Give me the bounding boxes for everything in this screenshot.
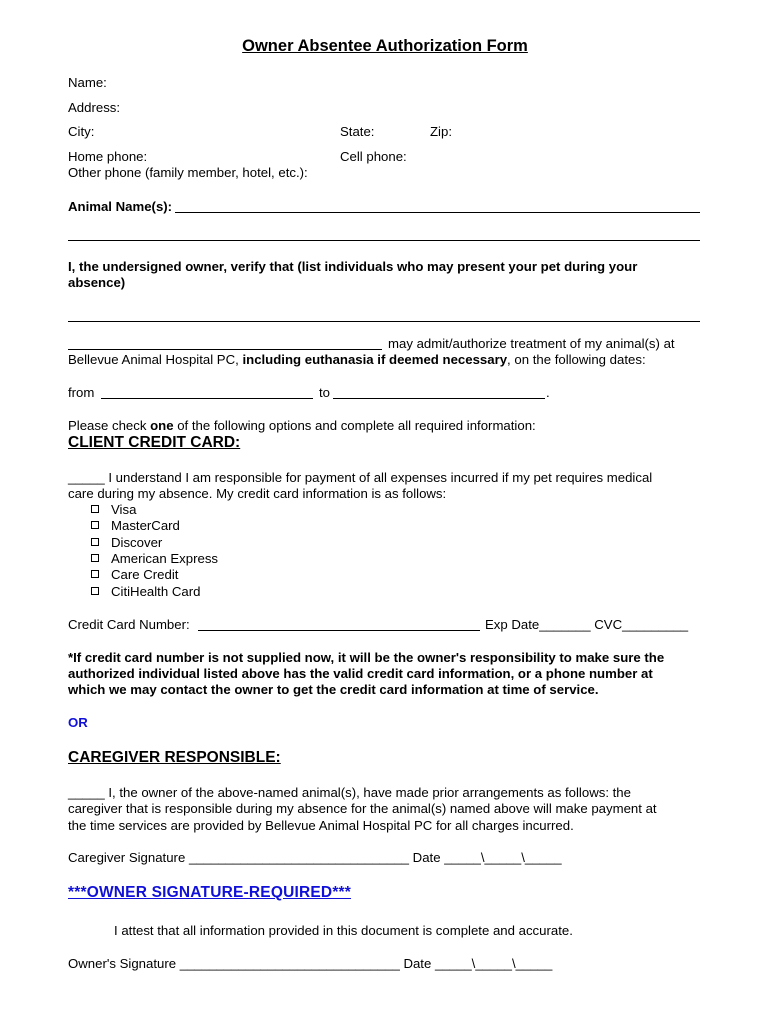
check-one: one	[150, 418, 174, 433]
caregiver-signature-label: Caregiver Signature	[68, 850, 186, 865]
city-label: City:	[68, 124, 95, 139]
address-label: Address:	[68, 100, 121, 115]
card-label: MasterCard	[111, 518, 180, 533]
hospital-name: Bellevue Animal Hospital PC,	[68, 352, 239, 367]
card-number-label: Credit Card Number:	[68, 617, 190, 632]
card-number-line[interactable]	[198, 630, 480, 631]
animal-names-label: Animal Name(s):	[68, 199, 173, 214]
cvc-blank[interactable]: _________	[622, 617, 689, 632]
caregiver-line-3: the time services are provided by Bellevue Animal Hospital PC for all charges incurred.	[68, 818, 574, 833]
hospital-line	[68, 352, 646, 368]
card-label: Discover	[111, 535, 163, 550]
card-label: Care Credit	[111, 567, 179, 582]
card-option-citihealth[interactable]	[91, 584, 200, 600]
verify-line-1: I, the undersigned owner, verify that (list individuals who may present your pet during your	[68, 259, 638, 274]
checkbox-icon[interactable]	[91, 521, 99, 529]
check-instruction	[68, 418, 536, 434]
credit-note-3: which we may contact the owner to get the credit card information at time of service.	[68, 682, 599, 697]
credit-line-2: care during my absence. My credit card information is as follows:	[68, 486, 447, 501]
card-option-american-express[interactable]	[91, 551, 218, 567]
period: .	[546, 385, 550, 400]
check-prefix: Please check	[68, 418, 151, 433]
owner-signature-blank[interactable]: ______________________________	[179, 956, 400, 971]
owner-date-blank[interactable]: _____\_____\_____	[434, 956, 553, 971]
caregiver-signature-row	[68, 850, 562, 866]
credit-note-1: *If credit card number is not supplied now, it will be the owner's responsibility to make sure the	[68, 650, 665, 665]
card-option-mastercard[interactable]	[91, 518, 180, 534]
individuals-line-1[interactable]	[68, 321, 700, 322]
caregiver-initial-blank[interactable]: _____	[68, 785, 105, 800]
credit-line-1	[68, 470, 652, 486]
from-date-line[interactable]	[101, 398, 313, 399]
individuals-line-2[interactable]	[68, 349, 382, 350]
form-title: Owner Absentee Authorization Form	[242, 37, 528, 55]
owner-signature-row	[68, 956, 552, 972]
credit-note-2: authorized individual listed above has the valid credit card information, or a phone number at	[68, 666, 653, 681]
from-label: from	[68, 385, 95, 400]
exp-date-label: Exp Date	[485, 617, 540, 632]
home-phone-label: Home phone:	[68, 149, 148, 164]
cvc-label: CVC	[594, 617, 623, 632]
card-label: American Express	[111, 551, 219, 566]
name-label: Name:	[68, 75, 107, 90]
card-label: CitiHealth Card	[111, 584, 201, 599]
state-label: State:	[340, 124, 375, 139]
caregiver-line-2: caregiver that is responsible during my absence for the animal(s) named above will make payment at	[68, 801, 657, 816]
caregiver-date-label: Date	[412, 850, 441, 865]
client-credit-card-heading: CLIENT CREDIT CARD:	[68, 434, 241, 451]
animal-names-line-2[interactable]	[68, 240, 700, 241]
exp-date-blank[interactable]: _______	[539, 617, 591, 632]
exp-date-field	[485, 617, 688, 633]
card-option-care-credit[interactable]	[91, 567, 178, 583]
animal-names-line[interactable]	[175, 212, 700, 213]
owner-signature-label: Owner's Signature	[68, 956, 177, 971]
card-label: Visa	[111, 502, 137, 517]
checkbox-icon[interactable]	[91, 570, 99, 578]
check-suffix: of the following options and complete all required information:	[173, 418, 536, 433]
verify-line-2: absence)	[68, 275, 126, 290]
caregiver-line-1-text: I, the owner of the above-named animal(s), have made prior arrangements as follows: the	[104, 785, 631, 800]
checkbox-icon[interactable]	[91, 538, 99, 546]
caregiver-date-blank[interactable]: _____\_____\_____	[444, 850, 562, 865]
caregiver-signature-blank[interactable]: ______________________________	[188, 850, 409, 865]
checkbox-icon[interactable]	[91, 587, 99, 595]
caregiver-heading: CAREGIVER RESPONSIBLE:	[68, 749, 281, 766]
or-separator: OR	[68, 715, 88, 730]
zip-label: Zip:	[430, 124, 452, 139]
credit-initial-blank[interactable]: _____	[68, 470, 105, 485]
dates-suffix: , on the following dates:	[507, 352, 646, 367]
euthanasia-text: including euthanasia if deemed necessary	[242, 352, 508, 367]
attest-statement: I attest that all information provided in this document is complete and accurate.	[114, 923, 573, 938]
admit-text: may admit/authorize treatment of my animal(s) at	[388, 336, 675, 351]
cell-phone-label: Cell phone:	[340, 149, 407, 164]
to-date-line[interactable]	[333, 398, 545, 399]
card-option-visa[interactable]	[91, 502, 136, 518]
checkbox-icon[interactable]	[91, 505, 99, 513]
checkbox-icon[interactable]	[91, 554, 99, 562]
to-label: to	[319, 385, 330, 400]
card-option-discover[interactable]	[91, 535, 162, 551]
other-phone-label: Other phone (family member, hotel, etc.):	[68, 165, 308, 180]
caregiver-line-1	[68, 785, 631, 801]
credit-line-1-text: I understand I am responsible for payment of all expenses incurred if my pet requires medical	[104, 470, 653, 485]
owner-date-label: Date	[403, 956, 432, 971]
owner-signature-heading: ***OWNER SIGNATURE-REQUIRED***	[68, 884, 352, 901]
